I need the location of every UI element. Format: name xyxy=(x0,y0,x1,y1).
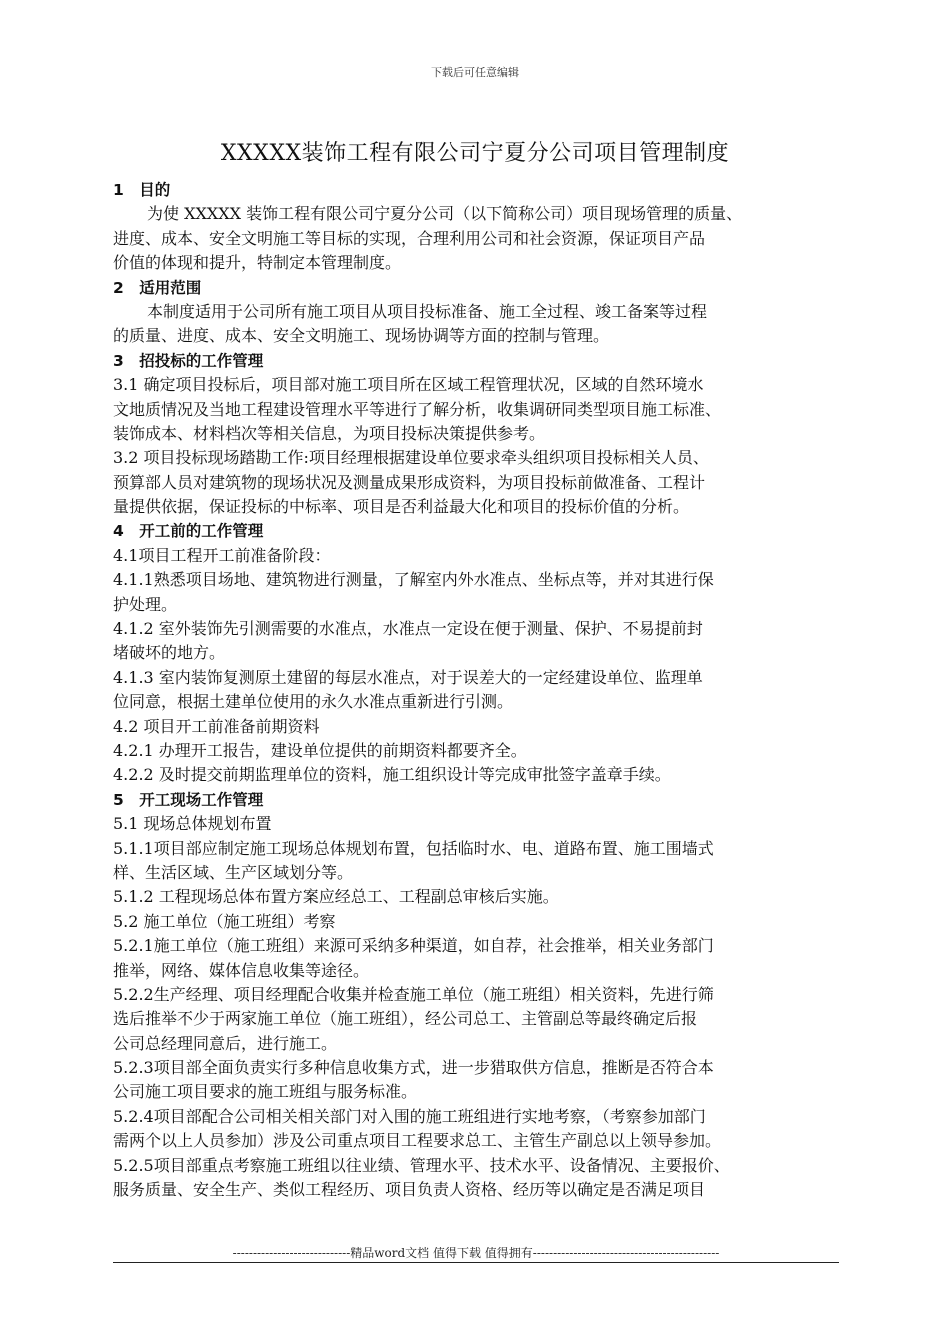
paragraph-line: 服务质量、安全生产、类似工程经历、项目负责人资格、经历等以确定是否满足项目 xyxy=(113,1180,706,1200)
paragraph-line: 推举，网络、媒体信息收集等途径。 xyxy=(113,960,370,980)
section-heading: 3 招投标的工作管理 xyxy=(113,351,264,370)
paragraph-line: 5.2.5项目部重点考察施工班组以往业绩、管理水平、技术水平、设备情况、主要报价、 xyxy=(113,1155,730,1175)
section-heading: 5 开工现场工作管理 xyxy=(113,790,264,809)
paragraph-line: 堵破坏的地方。 xyxy=(113,643,226,663)
paragraph-line: 5.2.2生产经理、项目经理配合收集并检查施工单位（施工班组）相关资料，先进行筛 xyxy=(113,984,714,1004)
paragraph-line: 3.1 确定项目投标后，项目部对施工项目所在区域工程管理状况，区域的自然环境水 xyxy=(113,375,704,395)
footer-text: -----------------------------精品word文档 值得下载 值得拥有---------------------------------------------- xyxy=(232,1246,720,1260)
paragraph-line: 5.1.2 工程现场总体布置方案应经总工、工程副总审核后实施。 xyxy=(113,887,559,907)
paragraph-line: 公司总经理同意后，进行施工。 xyxy=(113,1033,338,1053)
footer-rule xyxy=(113,1262,839,1263)
paragraph-line: 4.1.1熟悉项目场地、建筑物进行测量，了解室内外水准点、坐标点等，并对其进行保 xyxy=(113,570,714,590)
paragraph-line: 选后推举不少于两家施工单位（施工班组），经公司总工、主管副总等最终确定后报 xyxy=(113,1009,698,1029)
paragraph-line: 需两个以上人员参加）涉及公司重点项目工程要求总工、主管生产副总以上领导参加。 xyxy=(113,1131,722,1151)
paragraph-line: 装饰成本、材料档次等相关信息，为项目投标决策提供参考。 xyxy=(113,423,546,443)
paragraph-line: 5.2.3项目部全面负责实行多种信息收集方式，进一步猎取供方信息，推断是否符合本 xyxy=(113,1058,714,1078)
paragraph-line: 的质量、进度、成本、安全文明施工、现场协调等方面的控制与管理。 xyxy=(113,326,610,346)
paragraph-line: 3.2 项目投标现场踏勘工作:项目经理根据建设单位要求牵头组织项目投标相关人员、 xyxy=(113,448,709,468)
paragraph-line: 价值的体现和提升，特制定本管理制度。 xyxy=(113,253,402,273)
paragraph-line: 4.1.3 室内装饰复测原土建留的每层水准点，对于误差大的一定经建设单位、监理单 xyxy=(113,667,703,687)
paragraph-line: 4.1项目工程开工前准备阶段： xyxy=(113,545,331,565)
paragraph-line: 5.2.4项目部配合公司相关相关部门对入围的施工班组进行实地考察，（考察参加部门 xyxy=(113,1106,706,1126)
paragraph-line: 4.2.2 及时提交前期监理单位的资料，施工组织设计等完成审批签字盖章手续。 xyxy=(113,765,671,785)
paragraph-line: 为使 XXXXX 装饰工程有限公司宁夏分公司（以下简称公司）项目现场管理的质量、 xyxy=(147,204,743,224)
paragraph-line: 护处理。 xyxy=(113,594,178,614)
section-heading: 1 目的 xyxy=(113,181,171,199)
paragraph-line: 预算部人员对建筑物的现场状况及测量成果形成资料，为项目投标前做准备、工程计 xyxy=(113,472,706,492)
paragraph-line: 5.2 施工单位（施工班组）考察 xyxy=(113,911,336,931)
paragraph-line: 5.1.1项目部应制定施工现场总体规划布置，包括临时水、电、道路布置、施工围墙式 xyxy=(113,838,714,858)
paragraph-line: 量提供依据，保证投标的中标率、项目是否利益最大化和项目的投标价值的分析。 xyxy=(113,497,690,517)
paragraph-line: 公司施工项目要求的施工班组与服务标准。 xyxy=(113,1082,418,1102)
paragraph-line: 样、生活区域、生产区域划分等。 xyxy=(113,862,354,882)
paragraph-line: 位同意，根据土建单位使用的永久水准点重新进行引测。 xyxy=(113,692,514,712)
document-title: XXXXX装饰工程有限公司宁夏分公司项目管理制度 xyxy=(220,141,730,166)
paragraph-line: 4.2 项目开工前准备前期资料 xyxy=(113,716,320,736)
paragraph-line: 4.1.2 室外装饰先引测需要的水准点，水准点一定设在便于测量、保护、不易提前封 xyxy=(113,619,703,639)
paragraph-line: 4.2.1 办理开工报告，建设单位提供的前期资料都要齐全。 xyxy=(113,740,527,760)
header-note: 下载后可任意编辑 xyxy=(431,66,519,79)
document-body xyxy=(113,178,839,1202)
section-heading: 2 适用范围 xyxy=(113,278,202,297)
paragraph-line: 文地质情况及当地工程建设管理水平等进行了解分析，收集调研同类型项目施工标准、 xyxy=(113,399,722,419)
section-heading: 4 开工前的工作管理 xyxy=(113,522,264,541)
paragraph-line: 5.1 现场总体规划布置 xyxy=(113,814,272,834)
paragraph-line: 进度、成本、安全文明施工等目标的实现，合理利用公司和社会资源，保证项目产品 xyxy=(113,228,706,248)
paragraph-line: 5.2.1施工单位（施工班组）来源可采纳多种渠道，如自荐，社会推举，相关业务部门 xyxy=(113,936,714,956)
paragraph-line: 本制度适用于公司所有施工项目从项目投标准备、施工全过程、竣工备案等过程 xyxy=(147,301,708,321)
